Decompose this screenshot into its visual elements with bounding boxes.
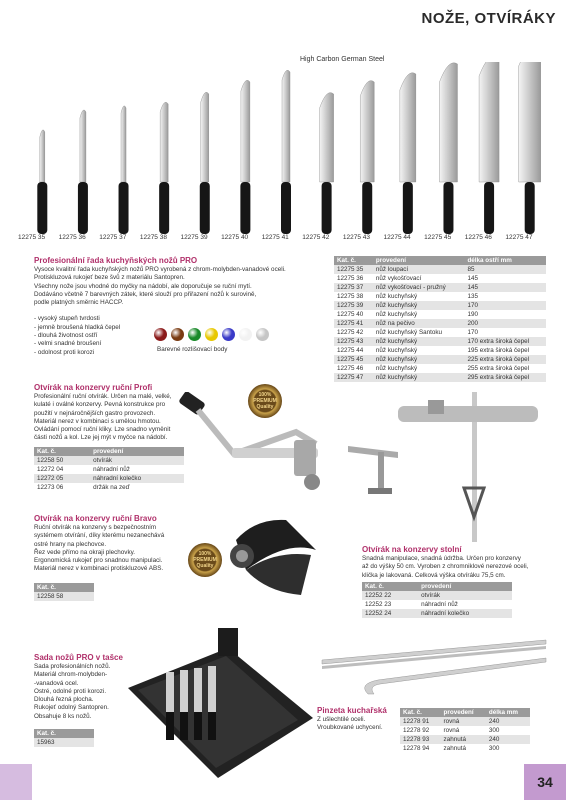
table-row [34, 465, 184, 474]
table-cell: 12275 36 [337, 275, 364, 282]
table-cell: náhradní kolečko [90, 474, 184, 483]
knife-bag-description [34, 663, 134, 721]
pro-series-title: Profesionální řada kuchyňských nožů PRO [34, 256, 198, 265]
pro-series-description [34, 266, 334, 307]
knife-handle [119, 182, 129, 234]
column-header: Kat. č. [34, 447, 90, 456]
color-caption: Barevné rozlišovací body [157, 346, 228, 353]
table-cell: 240 [486, 717, 530, 726]
table-cell: 12278 92 [403, 727, 430, 734]
knife-code: 12275 38 [139, 234, 167, 241]
knife-handle [322, 182, 332, 234]
table-row [334, 265, 546, 274]
tweezers-title: Pinzeta kuchařská [317, 706, 387, 715]
knife-handle [362, 182, 372, 234]
table-cell: nůž vykošťovací [375, 275, 422, 282]
knives-illustration [20, 62, 548, 242]
color-dot [239, 328, 252, 341]
table-cell: 145 [467, 275, 478, 282]
table-row [400, 735, 530, 744]
steel-note: High Carbon German Steel [300, 56, 385, 63]
table-cell: nůž kuchyňský [375, 365, 418, 372]
table-cell: 12275 47 [334, 373, 373, 382]
table-cell: 12275 43 [334, 337, 373, 346]
table-cell: rovná [443, 727, 460, 734]
knife-handle [403, 182, 413, 234]
description-line: Profesionální ruční otvírák. Určen na malé, velké, [34, 393, 172, 400]
table-row [334, 274, 546, 283]
knife-handle [525, 182, 535, 234]
column-header: Kat. č. [400, 708, 441, 717]
table-row [334, 319, 546, 328]
table-row [362, 600, 512, 609]
opener-table-title: Otvírák na konzervy stolní [362, 545, 462, 554]
column-header: délka mm [486, 708, 530, 717]
table-cell: 12258 50 [34, 456, 90, 465]
table-cell: nůž loupací [373, 265, 465, 274]
column-header: provedení [90, 447, 184, 456]
opener-profi-title: Otvírák na konzervy ruční Profi [34, 383, 153, 392]
table-cell: 170 extra široká čepel [464, 337, 546, 346]
knife-code: 12275 40 [221, 234, 249, 241]
page-number: 34 [524, 764, 566, 800]
table-cell: nůž kuchyňský Santoku [375, 329, 443, 336]
page-title: NOŽE, OTVÍRÁKY [421, 10, 556, 27]
knife-handle [37, 182, 47, 234]
knife-blade [121, 106, 126, 182]
knife-blade [241, 80, 250, 182]
table-cell: 135 [467, 293, 478, 300]
table-cell: 12272 05 [34, 474, 90, 483]
knife-table [334, 256, 546, 382]
table-cell: otvírák [90, 456, 184, 465]
table-row [334, 283, 546, 292]
table-cell: zahnutá [443, 745, 466, 752]
opener-bravo-table [34, 583, 94, 601]
description-line: -vanadová ocel. [34, 679, 79, 687]
table-cell: 12278 91 [400, 717, 441, 726]
description-line: kulaté i oválné konzervy. Pevná konstrukce pro [34, 401, 166, 409]
opener-table-image [338, 392, 548, 542]
table-cell: náhradní nůž [421, 601, 458, 608]
feature-item: - dlouhá životnost ostří [34, 332, 98, 340]
opener-table-table [362, 582, 512, 618]
knife-blade [160, 102, 168, 182]
table-row [362, 609, 512, 618]
knife-blade [282, 70, 290, 182]
table-cell: 12275 38 [337, 293, 364, 300]
table-row [334, 337, 546, 346]
table-cell: 12278 94 [403, 745, 430, 752]
table-cell: držák na zeď [93, 484, 130, 491]
table-cell: 170 [464, 301, 546, 310]
table-row [334, 373, 546, 382]
table-row [34, 474, 184, 483]
table-row [34, 483, 184, 492]
table-row [334, 310, 546, 319]
knife-blade [519, 62, 541, 182]
knife-code: 12275 41 [261, 234, 289, 241]
tweezers-image [318, 636, 550, 696]
premium-quality-badge: 100% PREMIUM Quality [248, 384, 282, 418]
description-line: ostré hrany na plechovce. [34, 540, 107, 548]
table-cell: 85 [464, 265, 546, 274]
footer-color-bar [0, 764, 32, 800]
table-cell: 12258 58 [34, 592, 94, 601]
color-dot [205, 328, 218, 341]
knife-code: 12275 39 [180, 234, 208, 241]
opener-bravo-section [34, 514, 204, 574]
table-cell: nůž kuchyňský [375, 293, 418, 300]
opener-profi-image [176, 392, 346, 502]
opener-table-section [362, 545, 552, 580]
table-cell: 12278 93 [400, 735, 441, 744]
table-cell: nůž kuchyňský [375, 347, 418, 354]
table-row [400, 726, 530, 735]
feature-item: - velmi snadné broušení [34, 340, 102, 348]
table-cell: 170 [467, 329, 478, 336]
description-line: Sada profesionálních nožů. [34, 663, 111, 670]
tweezers-table [400, 708, 530, 753]
table-cell: 300 [488, 745, 500, 752]
knife-handle [159, 182, 169, 234]
description-line: Obsahuje 8 ks nožů. [34, 712, 92, 720]
table-cell: 12275 41 [334, 319, 373, 328]
table-cell: nůž na pečivo [373, 319, 465, 328]
table-cell: nůž kuchyňský [373, 355, 465, 364]
table-row [400, 717, 530, 726]
description-line: Ergonomická rukojeť pro snadnou manipulaci. [34, 557, 163, 565]
description-line: systémem otvírání, díky kterému nezanechává [34, 532, 165, 540]
knife-code: 12275 43 [342, 234, 371, 241]
table-cell: 300 [488, 727, 500, 734]
table-cell: 12272 04 [37, 466, 64, 473]
table-cell: 190 [467, 311, 478, 318]
knife-code: 12275 37 [99, 234, 127, 241]
description-line: Všechny nože jsou vhodné do myčky na nádobí, ale doporučuje se ruční mytí. [34, 282, 252, 290]
table-row [400, 744, 530, 753]
description-line: klička je lakovaná. Celková výška otvíráku 75,5 cm. [362, 571, 506, 579]
table-cell: otvírák [418, 591, 512, 600]
opener-bravo-title: Otvírák na konzervy ruční Bravo [34, 514, 157, 523]
knife-code: 12275 47 [505, 234, 533, 241]
knife-blade [40, 130, 45, 182]
knife-blade [360, 81, 374, 182]
description-line: Ovládání pomocí ruční kliky. Lze snadno vyměnit [34, 426, 171, 434]
knife-bag-image [118, 628, 318, 778]
table-cell: zahnutá [441, 735, 486, 744]
table-row [334, 301, 546, 310]
color-dot [188, 328, 201, 341]
description-line: části nožů a kol. Lze jej mýt v myčce na nádobí. [34, 434, 168, 442]
knife-handle [240, 182, 250, 234]
description-line: Dlouhá řezná plocha. [34, 696, 94, 704]
knife-code: 12275 45 [424, 234, 452, 241]
color-dot [222, 328, 235, 341]
table-cell: 15963 [34, 738, 94, 747]
table-cell: 12275 44 [337, 347, 364, 354]
table-cell: 240 [486, 735, 530, 744]
column-header: Kat. č. [34, 729, 94, 738]
column-header: Kat. č. [334, 256, 373, 265]
knife-code: 12275 42 [302, 234, 330, 241]
column-header: Kat. č. [362, 582, 418, 591]
table-row [34, 456, 184, 465]
tweezers-section [317, 706, 407, 733]
table-cell: 225 extra široká čepel [464, 355, 546, 364]
column-header: Kat. č. [34, 583, 94, 592]
table-row [334, 292, 546, 301]
knife-code: 12275 36 [58, 234, 86, 241]
table-cell: 12275 37 [334, 283, 373, 292]
description-line: Vysoce kvalitní řada kuchyňských nožů PRO vyrobená z chrom-molybden-vanadové oceli. [34, 266, 286, 273]
table-cell: 12275 46 [337, 365, 364, 372]
opener-bravo-description [34, 524, 204, 574]
table-cell: 12275 39 [334, 301, 373, 310]
description-line: podle platných směrnic HACCP. [34, 299, 124, 307]
table-cell: nůž kuchyňský [373, 373, 465, 382]
table-row [34, 738, 94, 747]
description-line: Ruční otvírák na konzervy s bezpečnostním [34, 524, 157, 531]
knife-blade [320, 93, 334, 182]
table-cell: nůž kuchyňský [375, 311, 418, 318]
table-cell: 12252 24 [362, 609, 418, 618]
knife-code: 12275 35 [18, 234, 46, 241]
knife-blade [80, 110, 86, 182]
opener-table-description [362, 555, 552, 580]
knife-handle [78, 182, 88, 234]
table-cell: 12252 22 [362, 591, 418, 600]
knife-blade [479, 62, 499, 182]
table-row [362, 591, 512, 600]
description-line: Protiskluzová rukojeť beze švů z materiálu Santopren. [34, 274, 185, 282]
table-cell: nůž vykošťovací - pružný [373, 283, 465, 292]
knife-blade [201, 92, 209, 182]
premium-quality-badge: 100% PREMIUM Quality [188, 543, 222, 577]
knife-bag-table [34, 729, 94, 747]
opener-bravo-image [216, 510, 326, 600]
knife-handle [200, 182, 210, 234]
table-cell: nůž kuchyňský [373, 337, 465, 346]
table-row [334, 346, 546, 355]
column-header: provedení [373, 256, 465, 265]
color-dot [154, 328, 167, 341]
column-header: délka ostří mm [464, 256, 546, 265]
knife-code: 12275 44 [383, 234, 411, 241]
table-cell: 255 extra široká čepel [467, 365, 530, 372]
opener-profi-table [34, 447, 184, 492]
table-cell: 12252 23 [365, 601, 392, 608]
description-line: použití v nejnáročnějších gastro provozech. [34, 409, 156, 417]
description-line: až do výšky 50 cm. Vyroben z chromniklové nerezové oceli, [362, 563, 529, 571]
knife-blade [439, 63, 457, 182]
description-line: Ostré, odolné proti korozi. [34, 687, 107, 695]
feature-item: - vysoký stupeň tvrdosti [34, 315, 100, 323]
description-line: Dodáváno včetně 7 barevných zátek, které slouží pro přiřazení nožů k surovině, [34, 290, 257, 298]
description-line: Snadná manipulace, snadná údržba. Určen pro konzervy [362, 555, 521, 562]
table-cell: 295 extra široká čepel [464, 373, 546, 382]
table-cell: náhradní kolečko [418, 609, 512, 618]
description-line: Řez vede přímo na okraji plechovky. [34, 548, 136, 556]
knife-bag-section [34, 653, 134, 721]
table-cell: nůž kuchyňský [373, 301, 465, 310]
table-row [334, 364, 546, 373]
column-header: provedení [418, 582, 512, 591]
knife-handle [484, 182, 494, 234]
table-cell: 12275 42 [337, 329, 364, 336]
description-line: Materiál nerez v kombinaci s umělou hmotou. [34, 417, 161, 425]
table-row [334, 355, 546, 364]
table-cell: náhradní nůž [93, 466, 130, 473]
table-cell: 12275 40 [337, 311, 364, 318]
color-dot [171, 328, 184, 341]
description-line: Vroubkované uchycení. [317, 724, 383, 732]
table-cell: 200 [464, 319, 546, 328]
column-header: provedení [441, 708, 486, 717]
description-line: Materiál chrom-molybden- [34, 671, 108, 679]
table-cell: 145 [464, 283, 546, 292]
knife-blade [400, 73, 416, 182]
table-cell: rovná [441, 717, 486, 726]
table-cell: 12273 06 [37, 484, 64, 491]
knife-handle [281, 182, 291, 234]
feature-item: - jemně broušená hladká čepel [34, 323, 121, 331]
table-cell: 12275 45 [334, 355, 373, 364]
color-dot [256, 328, 269, 341]
knife-code: 12275 46 [464, 234, 492, 241]
description-line: Z ušlechtilé oceli. [317, 716, 366, 723]
feature-item: - odolnost proti korozi [34, 348, 95, 356]
color-dots [154, 328, 274, 342]
tweezers-description [317, 716, 407, 733]
table-row [334, 328, 546, 337]
description-line: Rukojeť odolný Santopren. [34, 704, 109, 712]
table-cell: 12275 35 [334, 265, 373, 274]
description-line: Materiál nerez v kombinaci protiskluzové ABS. [34, 565, 164, 573]
table-cell: 195 extra široká čepel [467, 347, 530, 354]
table-row [34, 592, 94, 601]
knife-handle [443, 182, 453, 234]
knife-bag-title: Sada nožů PRO v tašce [34, 653, 123, 662]
